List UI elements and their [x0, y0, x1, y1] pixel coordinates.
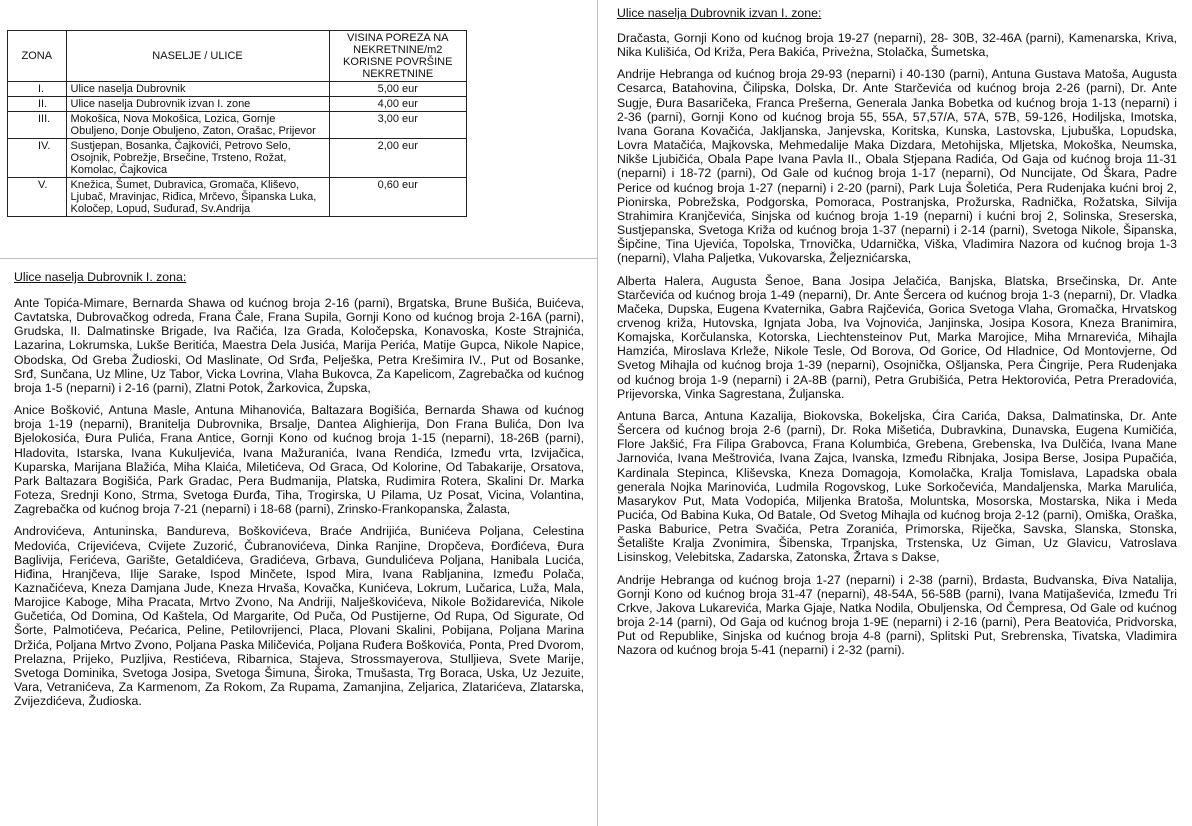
table-row — [8, 178, 467, 217]
place-cell: Knežica, Šumet, Dubravica, Gromača, Kliševo, Ljubač, Mravinjac, Riđica, Mrčevo, Šipanska Luka, Koločep, Lopud, Suđurađ, Sv.Andrija — [66, 178, 329, 217]
header-tax: VISINA POREZA NA NEKRETNINE/m2 KORISNE POVRŠINE NEKRETNINE — [329, 31, 466, 82]
zone2-paragraph: Alberta Halera, Augusta Šenoe, Bana Josipa Jelačića, Banjska, Blatska, Brsečinska, Dr. Ante Starčevića od kućnog broja 1-49 (neparni), Dr. Ante Šercera od kućnog broja 1-3 (neparni), Dr. Vladka Mačeka, Dupska, Eugena Kvaternika, Gabra Rajčevića, Gorica Svetoga Vlaha, Gromačka, Hrvatskog crvenog križa, Hutovska, Ignjata Joba, Iva Vojnovića, Janjinska, Josipa Kosora, Kneza Branimira, Komajska, Korčulanska, Kotorska, Liechtensteinov Put, Marka Marojice, Miha Mrnarevića, Mihajla Hamzića, Miroslava Krleže, Nikole Tesle, Od Borova, Od Gorice, Od Hladnice, Od Montovjerne, Od Svetog Mihajla od kućnog broja 1-39 (neparni), Osojnička, Ošljanska, Pera Čingrije, Pera Rudenjaka od kućnog broja 1-9 (neparni) i 2A-8B (parni), Petra Grubišića, Petra Hektorovića, Petra Preradovića, Prijevorska, Vinka Sagrestana, Žuljanska. — [617, 273, 1177, 401]
place-cell: Ulice naselja Dubrovnik — [66, 82, 329, 97]
zone2-paragraph: Antuna Barca, Antuna Kazalija, Biokovska, Bokeljska, Ćira Carića, Daksa, Dalmatinska, Dr. Ante Šercera od kućnog broja 2-6 (parni), Dr. Roka Mišetića, Dubravkina, Dunavska, Eugena Kumičića, Flore Jakšić, Fra Filipa Grabovca, Frana Kolumbića, Grebena, Grebenska, Iva Dulčića, Ivana Mane Jarnovića, Ivana Meštrovića, Ivana Zajca, Ivanska, Između Ribnjaka, Josipa Berse, Josipa Pupačića, Kardinala Stepinca, Kliševska, Kneza Domagoja, Komolačka, Kralja Tomislava, Lapadska obala generala Nojka Marinovića, Ludmila Rogovskog, Luke Sorkočevića, Mandaljenska, Marka Marulića, Masarykov Put, Mata Vodopića, Miljenka Bratoša, Moluntska, Mosorska, Mostarska, Nika i Meda Pucića, Od Babina Kuka, Od Batale, Od Svetog Mihajla od kućnog broja 2-12 (parni), Omiška, Oraška, Paska Baburice, Petra Svačića, Petra Zoranića, Primorska, Riječka, Savska, Slanska, Stonska, Šetalište Kralja Zvonimira, Šibenska, Trpanjska, Trstenska, Uz Giman, Uz Glavicu, Vatroslava Lisinskog, Velebitska, Zadarska, Zatonska, Žrtava s Dakse, — [617, 408, 1177, 565]
header-place: NASELJE / ULICE — [66, 31, 329, 82]
zone1-paragraph: Androvićeva, Antuninska, Bandureva, Boškovićeva, Braće Andrijića, Bunićeva Poljana, Celestina Medovića, Crijevićeva, Cvijete Zuzorić, Čubranovićeva, Dinka Ranjine, Dropčeva, Đorđićeva, Đura Baglivija, Ferićeva, Garište, Getaldićeva, Gradićeva, Grbava, Gundulićeva Poljana, Hanibala Lucića, Hiđina, Hranjčeva, Ilije Sarake, Ispod Minčete, Ispod Mira, Ivana Rabljanina, Između Polača, Kaznačićeva, Kneza Damjana Jude, Kneza Hrvaša, Kovačka, Kunićeva, Lokrum, Lučarica, Luža, Mala, Marojice Kaboge, Miha Pracata, Mrtvo Zvono, Na Andriji, Nalješkovićeva, Nikole Božidarevića, Nikole Gučetića, Od Domina, Od Kaštela, Od Margarite, Od Puča, Od Pustijerne, Od Rupa, Od Sigurate, Od Šorte, Palmotićeva, Pećarica, Peline, Petilovrijenci, Placa, Plovani Skalini, Pobijana, Poljana Marina Držića, Poljana Mrtvo Zvono, Poljana Paska Miličevića, Poljana Ruđera Boškovića, Ponta, Pred Dvorom, Prelazna, Prijeko, Puzljiva, Restićeva, Ribarnica, Stajeva, Strossmayerova, Stulljieva, Svete Marije, Svetoga Dominika, Svetoga Josipa, Svetoga Šimuna, Široka, Tmušasta, Trg Boraca, Uska, Uz Jezuite, Vara, Vetranićeva, Za Karmenom, Za Rokom, Za Rupama, Zamanjina, Zeljarica, Zlatarićeva, Zlatarska, Zvijezdićeva, Žudioska. — [14, 524, 584, 709]
zone-cell: V. — [8, 178, 67, 217]
header-zone: ZONA — [8, 31, 67, 82]
tax-cell: 3,00 eur — [329, 112, 466, 139]
table-header-row — [8, 31, 467, 82]
place-cell: Sustjepan, Bosanka, Čajkovići, Petrovo Selo, Osojnik, Pobrežje, Brsečine, Trsteno, Rožat, Komolac, Čajkovica — [66, 139, 329, 178]
column-divider — [597, 0, 598, 826]
zone1-street-list — [14, 296, 584, 716]
zone2-paragraph: Andrije Hebranga od kućnog broja 1-27 (neparni) i 2-38 (parni), Brdasta, Budvanska, Điva Natalija, Gornji Kono od kućnog broja 31-47 (neparni), 48-54A, 56-58B (parni), Ivana Matijaševića, Između Tri Crkve, Jakova Lukarevića, Marka Gjaje, Natka Nodila, Obuljenska, Od Čempresa, Od Gale od kućnog broja 2-14 (parni), Od Gaja od kućnog broja 1-9E (neparni) i 2-16 (parni), Pera Beatovića, Pridvorska, Put od Republike, Sinjska od kućnog broja 4-8 (parni), Splitski Put, Srebrenska, Tivatska, Vladimira Nazora od kućnog broja 5-41 (neparni) i 2-32 (parni). — [617, 572, 1177, 658]
table-row — [8, 97, 467, 112]
zone-cell: IV. — [8, 139, 67, 178]
section-divider — [0, 258, 597, 259]
place-cell: Ulice naselja Dubrovnik izvan I. zone — [66, 97, 329, 112]
table-row — [8, 139, 467, 178]
table-row — [8, 112, 467, 139]
tax-cell: 0,60 eur — [329, 178, 466, 217]
tax-rate-table — [7, 30, 467, 217]
zone-cell: I. — [8, 82, 67, 97]
zone2-title: Ulice naselja Dubrovnik izvan I. zone: — [617, 6, 822, 20]
zone2-paragraph: Dračasta, Gornji Kono od kućnog broja 19-27 (neparni), 28- 30B, 32-46A (parni), Kamenarska, Kriva, Nika Kulišića, Od Križa, Pera Bakića, Priveżna, Stolačka, Šumetska, — [617, 31, 1177, 60]
zone1-paragraph: Anice Bošković, Antuna Masle, Antuna Mihanovića, Baltazara Bogišića, Bernarda Shawa od kućnog broja 1-19 (neparni), Branitelja Dubrovnika, Brsalje, Dantea Alighierija, Don Frana Bulića, Don Iva Bjelokosića, Đura Pulića, Frana Antice, Gornji Kono od kućnog broja 1-15 (neparni), 18-26B (parni), Hladovita, Istarska, Ivana Kukuljevića, Ivana Mažuranića, Ivana Rendića, Između vrta, Izvijačica, Kuparska, Marijana Blažića, Miha Klaića, Miletićeva, Od Graca, Od Kolorine, Od Tabakarije, Orsatova, Park Baltazara Bogišića, Park Gradac, Pera Budmanija, Platska, Rudimira Rotera, Skalini Dr. Marka Foteza, Srednji Kono, Strma, Svetoga Đurđa, Tiha, Trogirska, U Pilama, Uz Posat, Vicina, Volantina, Zagrebačka od kućnog broja 7-21 (neparni) i 18-68 (parni), Zrinsko-Frankopanska, Žalasta, — [14, 403, 584, 517]
tax-cell: 5,00 eur — [329, 82, 466, 97]
tax-cell: 2,00 eur — [329, 139, 466, 178]
zone-cell: III. — [8, 112, 67, 139]
zone2-street-list — [617, 31, 1177, 666]
zone2-paragraph: Andrije Hebranga od kućnog broja 29-93 (neparni) i 40-130 (parni), Antuna Gustava Matoša, Augusta Cesarca, Batahovina, Čilipska, Dolska, Dr. Ante Starčevića od kućnog broja 2-26 (parni), Dr. Ante Sugje, Đura Basaričeka, Franca Prešerna, Generala Janka Bobetka od kućnog broja 1-13 (neparni) i 2-36 (parni), Gornji Kono od kućnog broja 55, 55A, 57,57/A, 57A, 57B, 59-126, Hodiljska, Imotska, Ivana Gorana Kovačića, Jakljanska, Janjevska, Koritska, Kunska, Lastovska, Ljubuška, Lopudska, Lovra Matačića, Majkovska, Mehmedalije Maka Dizdara, Metohijska, Mljetska, Mokoška, Neumska, Nikše Ljubičića, Obala Pape Ivana Pavla II., Obala Stjepana Radića, Od Gaja od kućnog broja 11-31 (neparni) i 18-72 (parni), Od Gale od kućnog broja 1-17 (neparni), Od Nuncijate, Od Škara, Padre Perice od kućnog broja 1-27 (neparni) i 2-20 (parni), Park Luja Šoletića, Pera Rudenjaka kućni broj 2, Pionirska, Pobrežska, Podgorska, Pomoraca, Postranjska, Prožurska, Radnička, Rožatska, Silvija Strahimira Kranjčevića, Sinjska od kućnog broja 1-19 (neparni) i kućni broj 2, Solinska, Sreserska, Sustjepanska, Svetoga Križa od kućnog broja 1-37 (neparni) i 2-14 (parni), Svetoga Nikole, Šipanska, Šipčine, Tina Ujevića, Topolska, Trnovička, Udarnička, Viška, Vladimira Nazora od kućnog broja 1-3 (neparni), Vlaha Paljetka, Vukovarska, Željeznićarska, — [617, 67, 1177, 266]
tax-cell: 4,00 eur — [329, 97, 466, 112]
place-cell: Mokošica, Nova Mokošica, Lozica, Gornje Obuljeno, Donje Obuljeno, Zaton, Orašac, Prijevor — [66, 112, 329, 139]
zone-cell: II. — [8, 97, 67, 112]
table-row — [8, 82, 467, 97]
zone1-title: Ulice naselja Dubrovnik I. zona: — [14, 270, 187, 284]
zone1-paragraph: Ante Topića-Mimare, Bernarda Shawa od kućnog broja 2-16 (parni), Brgatska, Brune Bušića, Buićeva, Cavtatska, Dubrovačkog odreda, Frana Čale, Frana Supila, Gornji Kono od kućnog broja 2-16A (parni), Grudska, II. Dalmatinske Brigade, Iva Račića, Iza Grada, Koločepska, Konavoska, Koste Strajnića, Lazarina, Lokrumska, Lukše Beritića, Maestra Dela Jusića, Marija Perića, Matije Gupca, Nikole Napice, Obodska, Od Greba Žudioski, Od Maslinate, Od Srđa, Pelješka, Petra Krešimira IV., Put od Bosanke, Srđ, Sunčana, Uz Mline, Uz Tabor, Vicka Lovrina, Vlaha Bukovca, Za Kapelicom, Zagrebačka od kućnog broja 1-5 (neparni) i 2-16 (parni), Zlatni Potok, Žarkovica, Župska, — [14, 296, 584, 395]
